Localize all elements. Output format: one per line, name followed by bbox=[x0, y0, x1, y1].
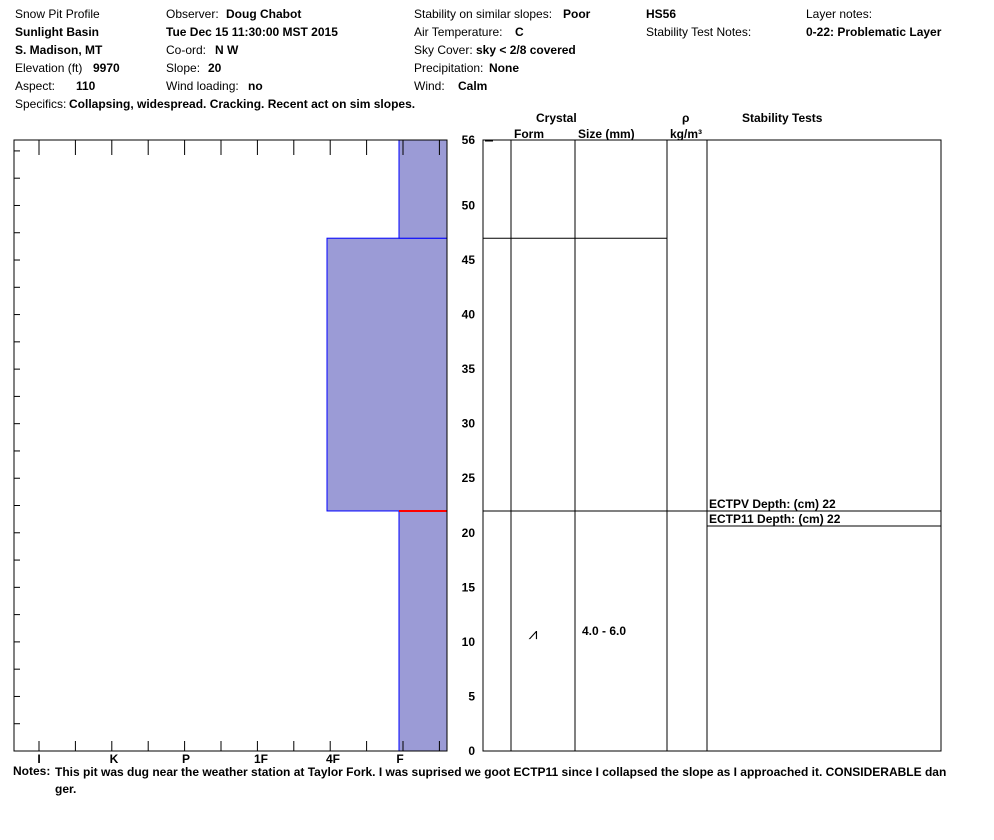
precip-value: None bbox=[489, 61, 519, 75]
hardness-label-K: K bbox=[109, 752, 119, 766]
page-title: Snow Pit Profile bbox=[15, 7, 100, 21]
crystal-form-symbol-0: ⩘ bbox=[528, 625, 538, 643]
hs-value: HS56 bbox=[646, 7, 677, 21]
air-temp-value: C bbox=[515, 25, 524, 39]
notes-text: This pit was dug near the weather station at Taylor Fork. I was suprised we goot ECTP11 since I collapsed the slope as I approached it. CONSIDERABLE danger. bbox=[55, 765, 947, 796]
specifics-label: Specifics: bbox=[15, 97, 67, 111]
elevation-value: 9970 bbox=[93, 61, 120, 75]
stability-test-0: ECTPV Depth: (cm) 22 bbox=[709, 496, 836, 511]
stability-test-1: ECTP11 Depth: (cm) 22 bbox=[709, 511, 841, 526]
coord-value: N W bbox=[215, 43, 239, 57]
region-name: S. Madison, MT bbox=[15, 43, 103, 57]
hardness-label-I: I bbox=[37, 752, 41, 766]
crystal-header: Crystal bbox=[536, 111, 577, 125]
hardness-label-1F: 1F bbox=[253, 752, 269, 766]
stability-label: Stability on similar slopes: bbox=[414, 7, 553, 21]
crystal-size-0: 4.0 - 6.0 bbox=[582, 623, 627, 638]
slope-label: Slope: bbox=[166, 61, 201, 75]
size-header: Size (mm) bbox=[578, 127, 635, 141]
elevation-label: Elevation (ft) bbox=[15, 61, 83, 75]
height-label-10: 10 bbox=[461, 634, 475, 649]
layer-notes-label: Layer notes: bbox=[806, 7, 873, 21]
layer-notes-value: 0-22: Problematic Layer bbox=[806, 25, 942, 39]
wind-loading-label: Wind loading: bbox=[166, 79, 239, 93]
height-axis-labels bbox=[462, 133, 476, 758]
height-label-15: 15 bbox=[461, 580, 475, 595]
location-name: Sunlight Basin bbox=[15, 25, 99, 39]
sky-label: Sky Cover: bbox=[414, 43, 473, 57]
hardness-layers bbox=[327, 140, 447, 751]
stability-tests bbox=[483, 497, 941, 526]
hardness-label-4F: 4F bbox=[325, 752, 341, 766]
stability-tests-header: Stability Tests bbox=[742, 111, 823, 125]
aspect-label: Aspect: bbox=[15, 79, 56, 93]
specifics-value: Collapsing, widespread. Cracking. Recent act on sim slopes. bbox=[69, 97, 416, 111]
data-table-frame bbox=[483, 140, 941, 751]
stability-value: Poor bbox=[563, 7, 591, 21]
height-label-25: 25 bbox=[461, 471, 475, 486]
height-label-5: 5 bbox=[468, 689, 475, 704]
bottom-ticks bbox=[39, 741, 439, 751]
coord-label: Co-ord: bbox=[166, 43, 207, 57]
height-label-45: 45 bbox=[461, 253, 475, 268]
height-label-0: 0 bbox=[468, 744, 475, 758]
air-temp-label: Air Temperature: bbox=[414, 25, 503, 39]
stability-notes-label: Stability Test Notes: bbox=[646, 25, 752, 39]
datetime-value: Tue Dec 15 11:30:00 MST 2015 bbox=[166, 25, 338, 39]
wind-label: Wind: bbox=[414, 79, 445, 93]
hardness-label-P: P bbox=[181, 752, 191, 766]
density-unit-header: kg/m³ bbox=[670, 127, 703, 141]
height-label-56: 56 bbox=[461, 133, 475, 147]
height-label-50: 50 bbox=[461, 198, 475, 213]
hardness-layer-0 bbox=[399, 511, 447, 751]
observer-value: Doug Chabot bbox=[226, 7, 302, 21]
height-label-20: 20 bbox=[461, 525, 475, 540]
observer-label: Observer: bbox=[166, 7, 219, 21]
hardness-layer-1 bbox=[327, 238, 447, 511]
hardness-label-F: F bbox=[396, 752, 404, 766]
height-label-40: 40 bbox=[461, 307, 475, 322]
height-label-30: 30 bbox=[461, 416, 475, 431]
precip-label: Precipitation: bbox=[414, 61, 484, 75]
crystal-rows bbox=[528, 624, 626, 643]
density-symbol-header: ρ bbox=[682, 111, 690, 125]
height-label-35: 35 bbox=[461, 362, 475, 377]
notes-label: Notes: bbox=[13, 764, 51, 778]
left-ticks bbox=[14, 151, 20, 751]
wind-loading-value: no bbox=[248, 79, 263, 93]
sky-value: sky < 2/8 covered bbox=[476, 43, 576, 57]
form-header: Form bbox=[514, 127, 544, 141]
slope-value: 20 bbox=[208, 61, 222, 75]
aspect-value: 110 bbox=[76, 79, 96, 93]
top-ticks bbox=[39, 140, 439, 155]
wind-value: Calm bbox=[458, 79, 488, 93]
